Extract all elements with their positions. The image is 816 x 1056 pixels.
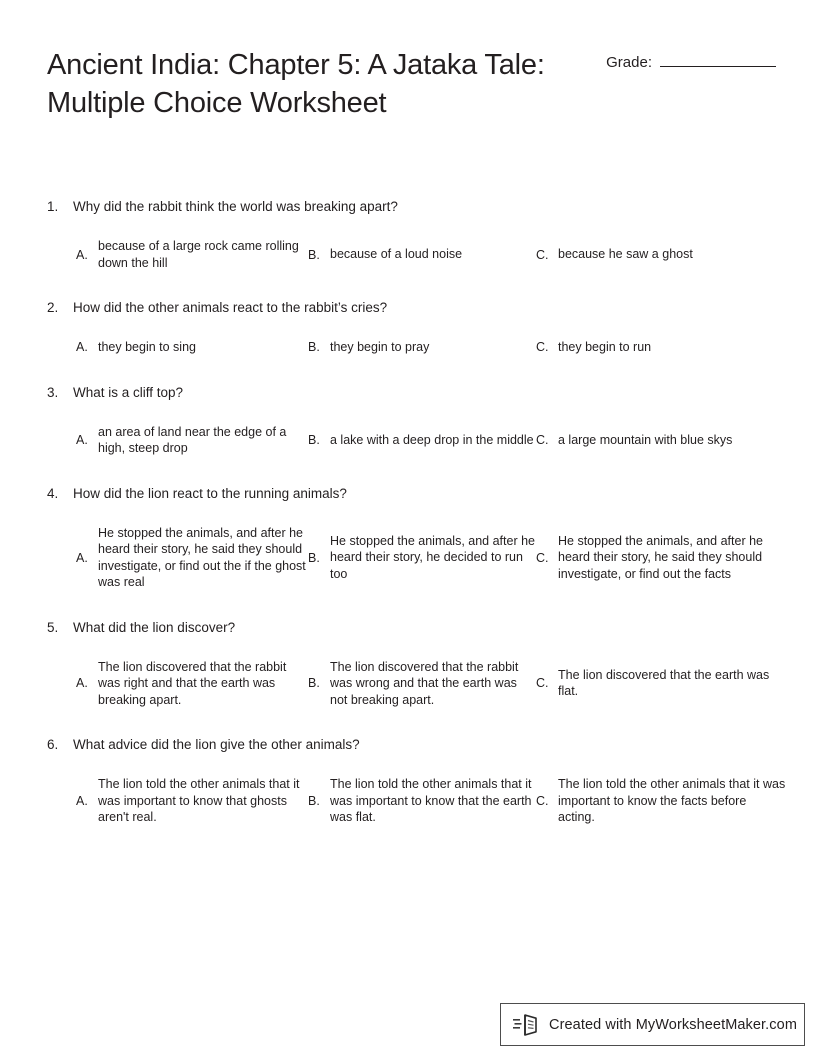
option-letter: B. xyxy=(308,550,320,565)
option-letter: B. xyxy=(308,793,320,808)
question-number: 3. xyxy=(47,384,59,400)
question-row xyxy=(47,485,777,503)
option-text: because he saw a ghost xyxy=(558,247,693,262)
answer-option[interactable] xyxy=(76,339,308,356)
question-block xyxy=(47,485,777,591)
option-letter: A. xyxy=(76,550,88,565)
answer-option[interactable] xyxy=(308,424,536,457)
answer-option[interactable] xyxy=(308,659,536,709)
option-text: they begin to sing xyxy=(98,340,196,354)
option-letter: A. xyxy=(76,247,88,262)
options-row xyxy=(47,339,777,356)
option-text: because of a loud noise xyxy=(330,247,463,262)
option-letter: A. xyxy=(76,433,88,447)
question-row xyxy=(47,198,777,216)
footer-badge-label: Created with MyWorksheetMaker.com xyxy=(549,1016,798,1033)
options-row xyxy=(47,238,777,271)
answer-option[interactable] xyxy=(76,424,308,457)
options-row xyxy=(47,525,777,591)
question-text: What is a cliff top? xyxy=(73,384,184,400)
option-letter: C. xyxy=(536,550,549,565)
question-block xyxy=(47,198,777,271)
option-text: The lion discovered that the rabbit was right and that the earth was breaking apart. xyxy=(98,659,287,707)
grade-field xyxy=(606,54,776,71)
answer-option[interactable] xyxy=(536,339,786,356)
question-text: How did the other animals react to the rabbit’s cries? xyxy=(73,300,388,315)
option-letter: C. xyxy=(536,676,549,691)
option-text: they begin to run xyxy=(558,340,652,354)
options-row xyxy=(47,776,786,826)
answer-option[interactable] xyxy=(536,659,786,709)
option-letter: B. xyxy=(308,676,320,691)
answer-option[interactable] xyxy=(536,238,786,271)
option-text: He stopped the animals, and after he heard their story, he decided to run too xyxy=(330,533,535,581)
question-block xyxy=(47,619,777,709)
question-number: 1. xyxy=(47,199,59,214)
option-text: they begin to pray xyxy=(330,340,430,354)
question-row xyxy=(47,619,777,637)
answer-option[interactable] xyxy=(76,525,308,591)
answer-option[interactable] xyxy=(308,339,536,356)
answer-option[interactable] xyxy=(536,776,786,826)
option-letter: A. xyxy=(76,793,88,808)
question-text: How did the lion react to the running animals? xyxy=(73,485,347,501)
footer-badge[interactable] xyxy=(500,1003,805,1046)
worksheet-header xyxy=(47,46,776,122)
option-text: a lake with a deep drop in the middle xyxy=(330,432,534,447)
questions-list xyxy=(47,198,786,854)
option-text: a large mountain with blue skys xyxy=(558,432,733,447)
question-number: 6. xyxy=(47,737,59,752)
answer-option[interactable] xyxy=(536,525,786,591)
answer-option[interactable] xyxy=(308,776,536,826)
grade-blank-line[interactable] xyxy=(660,54,776,67)
question-number: 4. xyxy=(47,485,59,501)
question-block xyxy=(47,299,777,356)
page-title: Ancient India: Chapter 5: A Jataka Tale: Multiple Choice Worksheet xyxy=(47,49,545,119)
option-letter: B. xyxy=(308,340,320,355)
question-number: 5. xyxy=(47,619,59,635)
question-row xyxy=(47,299,777,317)
option-text: The lion told the other animals that it was important to know that ghosts aren't real. xyxy=(98,777,300,824)
worksheet-maker-logo-icon xyxy=(511,1012,545,1038)
question-row xyxy=(47,384,777,402)
option-text: He stopped the animals, and after he heard their story, he said they should investigate, or find out the facts xyxy=(558,533,763,581)
option-text: The lion discovered that the rabbit was wrong and that the earth was not breaking apart. xyxy=(330,659,519,707)
option-text: The lion told the other animals that it was important to know that the earth was flat. xyxy=(330,777,532,824)
options-row xyxy=(47,659,777,709)
grade-label: Grade: xyxy=(606,54,652,71)
option-text: He stopped the animals, and after he heard their story, he said they should investigate, or find out the if the ghost was real xyxy=(98,525,306,589)
question-text: What did the lion discover? xyxy=(73,619,236,635)
option-letter: C. xyxy=(536,247,549,262)
answer-option[interactable] xyxy=(308,238,536,271)
answer-option[interactable] xyxy=(76,659,308,709)
option-text: because of a large rock came rolling down the hill xyxy=(98,239,299,270)
option-letter: A. xyxy=(76,340,88,355)
option-letter: C. xyxy=(536,433,549,447)
option-letter: A. xyxy=(76,676,88,691)
answer-option[interactable] xyxy=(76,238,308,271)
options-row xyxy=(47,424,777,457)
answer-option[interactable] xyxy=(76,776,308,826)
question-text: Why did the rabbit think the world was breaking apart? xyxy=(73,199,398,214)
question-block xyxy=(47,736,786,826)
question-number: 2. xyxy=(47,300,59,315)
option-letter: C. xyxy=(536,793,549,808)
option-text: an area of land near the edge of a high, steep drop xyxy=(98,424,287,455)
question-text: What advice did the lion give the other animals? xyxy=(73,737,360,752)
option-letter: C. xyxy=(536,340,549,355)
option-text: The lion discovered that the earth was flat. xyxy=(558,667,770,699)
answer-option[interactable] xyxy=(308,525,536,591)
answer-option[interactable] xyxy=(536,424,786,457)
question-block xyxy=(47,384,777,457)
question-row xyxy=(47,736,777,754)
option-text: The lion told the other animals that it was important to know the facts before acting. xyxy=(558,777,786,824)
option-letter: B. xyxy=(308,433,320,447)
option-letter: B. xyxy=(308,247,320,262)
